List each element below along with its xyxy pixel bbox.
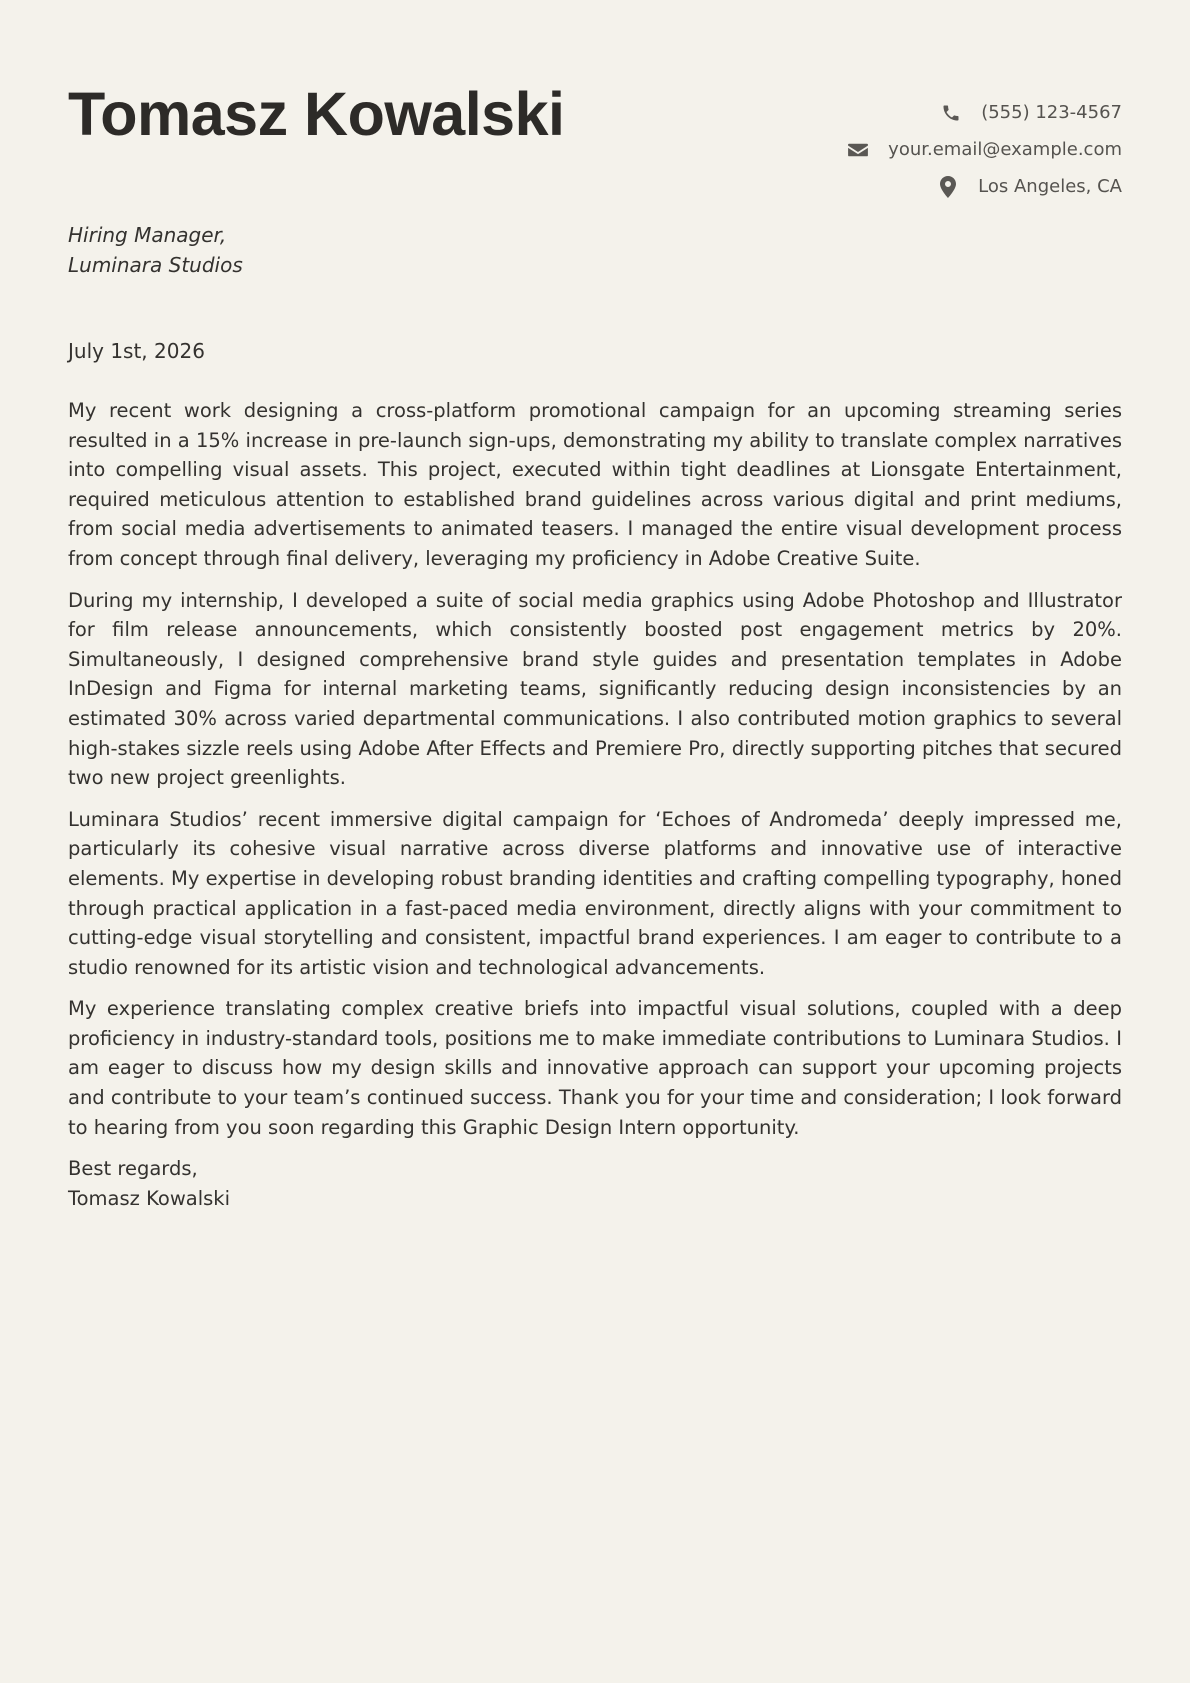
phone-icon (939, 101, 963, 125)
closing-salutation: Best regards, (68, 1157, 198, 1181)
letter-header (68, 0, 1122, 200)
phone-number: (555) 123-4567 (981, 102, 1122, 123)
recipient-block (68, 220, 1122, 280)
email-address: your.email@example.com (888, 139, 1122, 160)
envelope-icon (846, 138, 870, 162)
map-pin-icon (936, 175, 960, 199)
recipient-title: Hiring Manager, (68, 223, 227, 247)
body-paragraph-3: Luminara Studios’ recent immersive digital campaign for ‘Echoes of Andromeda’ deeply impressed me, particularly its cohesive visual narrative across diverse platforms and innovative use of interactive elements. My expertise in developing robust branding identities and crafting compelling typography, honed through practical application in a fast-paced media environment, directly aligns with your commitment to cutting-edge visual storytelling and consistent, impactful brand experiences. I am eager to contribute to a studio renowned for its artistic vision and technological advancements. (68, 807, 1122, 979)
contact-location (846, 168, 1122, 205)
location-text: Los Angeles, CA (978, 176, 1122, 197)
letter-closing (68, 1154, 1122, 1213)
applicant-name: Tomasz Kowalski (68, 80, 565, 148)
signature-name: Tomasz Kowalski (68, 1186, 230, 1210)
body-paragraph-1: My recent work designing a cross-platform promotional campaign for an upcoming streaming series resulted in a 15% increase in pre-launch sign-ups, demonstrating my ability to translate complex narratives into compelling visual assets. This project, executed within tight deadlines at Lionsgate Entertainment, required meticulous attention to established brand guidelines across various digital and print mediums, from social media advertisements to animated teasers. I managed the entire visual development process from concept through final delivery, leveraging my proficiency in Adobe Creative Suite. (68, 399, 1122, 570)
contact-email (846, 131, 1122, 168)
contact-info (846, 94, 1122, 205)
body-paragraph-4: My experience translating complex creative briefs into impactful visual solutions, coupled with a deep proficiency in industry-standard tools, positions me to make immediate contributions to Luminara Studios. I am eager to discuss how my design skills and innovative approach can support your upcoming projects and contribute to your team’s continued success. Thank you for your time and consideration; I look forward to hearing from you soon regarding this Graphic Design Intern opportunity. (68, 997, 1122, 1139)
body-paragraph-2: During my internship, I developed a suite of social media graphics using Adobe Photoshop and Illustrator for film release announcements, which consistently boosted post engagement metrics by 20%. Simultaneously, I designed comprehensive brand style guides and presentation templates in Adobe InDesign and Figma for internal marketing teams, significantly reducing design inconsistencies by an estimated 30% across varied departmental communications. I also contributed motion graphics to several high-stakes sizzle reels using Adobe After Effects and Premiere Pro, directly supporting pitches that secured two new project greenlights. (68, 588, 1122, 790)
contact-phone (846, 94, 1122, 131)
recipient-company: Luminara Studios (68, 253, 243, 277)
letter-date: July 1st, 2026 (68, 339, 205, 363)
letter-body (68, 396, 1122, 1142)
